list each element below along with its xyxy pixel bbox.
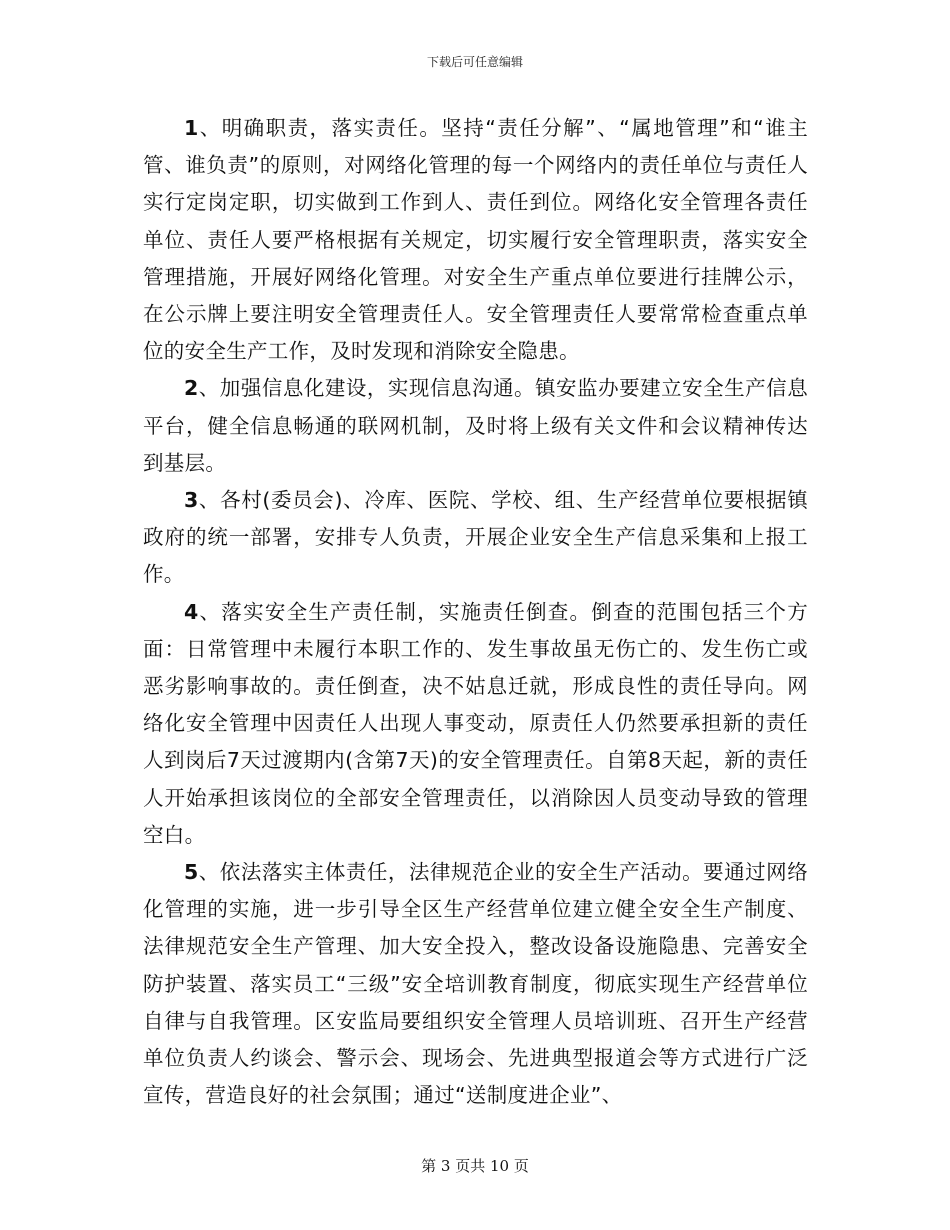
paragraph-text: 、落实安全生产责任制，实施责任倒查。倒查的范围包括三个方面：日常管理中未履行本职工作的、发生事故虽无伤亡的、发生伤亡或恶劣影响事故的。责任倒查，决不姑息迁就，形成良性的责任导向。网络化安全管理中因责任人出现人事变动，原责任人仍然要承担新的责任人到岗后7天过渡期内(含第7天)的安全管理责任。自第8天起，新的责任人开始承担该岗位的全部安全管理责任，以消除因人员变动导致的管理空白。 <box>143 599 808 847</box>
paragraph-text: 、各村(委员会)、冷库、医院、学校、组、生产经营单位要根据镇政府的统一部署，安排专人负责，开展企业安全生产信息采集和上报工作。 <box>143 488 808 587</box>
paragraph-1 <box>143 110 808 370</box>
paragraph-2 <box>143 370 808 482</box>
paragraph-number: 5 <box>184 860 199 885</box>
paragraph-number: 3 <box>184 488 199 513</box>
paragraph-text: 、依法落实主体责任，法律规范企业的安全生产活动。要通过网络化管理的实施，进一步引导全区生产经营单位建立健全安全生产制度、法律规范安全生产管理、加大安全投入，整改设备设施隐患、完善安全防护装置、落实员工“三级”安全培训教育制度，彻底实现生产经营单位自律与自我管理。区安监局要组织安全管理人员培训班、召开生产经营单位负责人约谈会、警示会、现场会、先进典型报道会等方式进行广泛宣传，营造良好的社会氛围；通过“送制度进企业”、 <box>143 860 808 1108</box>
paragraph-text: 、明确职责，落实责任。坚持“责任分解”、“属地管理”和“谁主管、谁负责”的原则，对网络化管理的每一个网络内的责任单位与责任人实行定岗定职，切实做到工作到人、责任到位。网络化安全管理各责任单位、责任人要严格根据有关规定，切实履行安全管理职责，落实安全管理措施，开展好网络化管理。对安全生产重点单位要进行挂牌公示，在公示牌上要注明安全管理责任人。安全管理责任人要常常检查重点单位的安全生产工作，及时发现和消除安全隐患。 <box>143 116 808 364</box>
paragraph-number: 1 <box>184 116 199 140</box>
paragraph-4 <box>143 594 808 854</box>
paragraph-number: 2 <box>184 376 199 401</box>
paragraph-text: 、加强信息化建设，实现信息沟通。镇安监办要建立安全生产信息平台，健全信息畅通的联网机制，及时将上级有关文件和会议精神传达到基层。 <box>143 376 808 475</box>
paragraph-3 <box>143 482 808 594</box>
document-body <box>143 110 808 1114</box>
page-header: 下载后可任意编辑 <box>426 55 523 69</box>
paragraph-number: 4 <box>184 599 199 624</box>
paragraph-5 <box>143 854 808 1114</box>
page-number-footer: 第 3 页共 10 页 <box>421 1157 529 1175</box>
